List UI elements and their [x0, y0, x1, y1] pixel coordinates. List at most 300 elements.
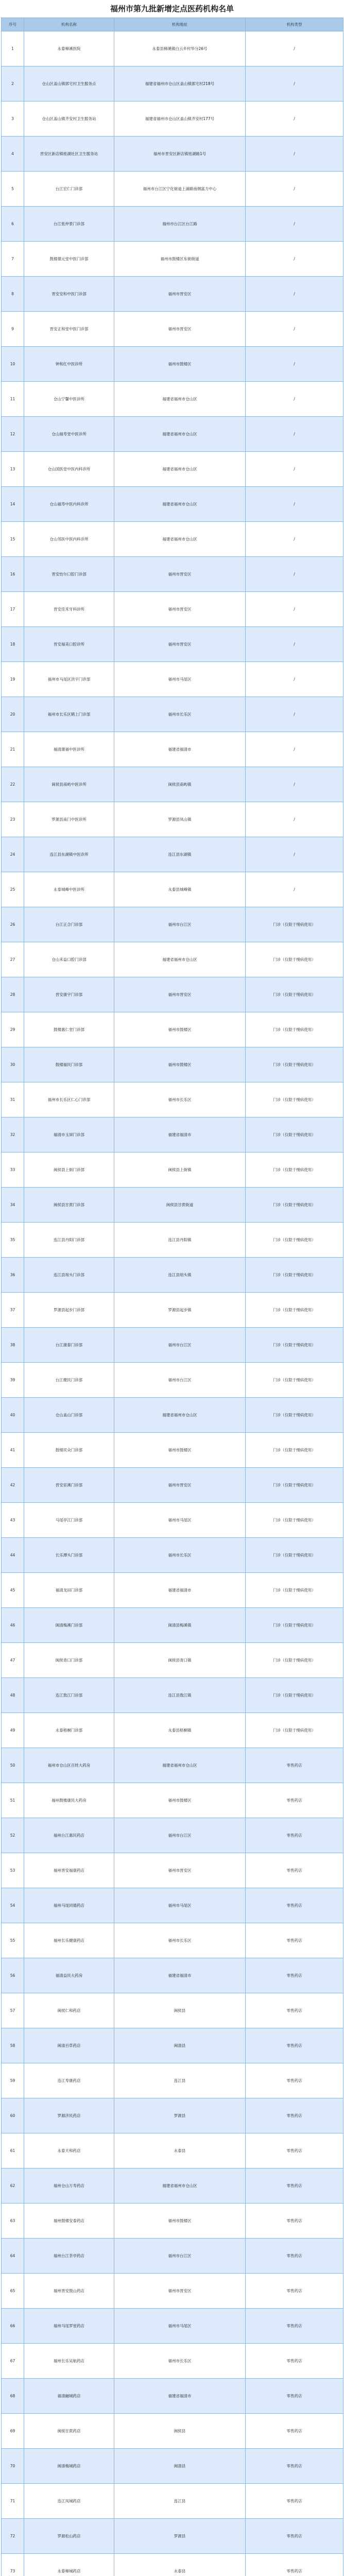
- cell-name: 福清融城药店: [24, 2379, 114, 2414]
- cell-type: /: [246, 347, 343, 382]
- cell-name: 闽侯青口门诊部: [24, 1643, 114, 1678]
- cell-seq: 56: [2, 1958, 24, 1993]
- cell-seq: 53: [2, 1853, 24, 1888]
- table-row: [2, 1117, 343, 1153]
- table-row: [2, 2028, 343, 2063]
- cell-seq: 57: [2, 1993, 24, 2028]
- cell-address: 连江县琯头镇: [114, 1258, 246, 1293]
- cell-name: 闽侯仁和药店: [24, 1993, 114, 2028]
- cell-address: 福州市长乐区: [114, 697, 246, 732]
- cell-address: 福州市台江区台江路: [114, 207, 246, 242]
- cell-type: 零售药店: [246, 2098, 343, 2133]
- cell-type: /: [246, 697, 343, 732]
- header-seq: 序号: [2, 18, 24, 31]
- table-row: [2, 1538, 343, 1573]
- cell-seq: 16: [2, 557, 24, 592]
- cell-type: 门诊（仅限于慢病使用）: [246, 1643, 343, 1678]
- cell-type: 零售药店: [246, 2204, 343, 2239]
- cell-name: 晋安怡尔口腔门诊部: [24, 557, 114, 592]
- cell-seq: 27: [2, 942, 24, 977]
- cell-name: 罗源县南门中医诊所: [24, 802, 114, 837]
- table-row: [2, 417, 343, 452]
- table-row: [2, 2379, 343, 2414]
- cell-seq: 20: [2, 697, 24, 732]
- cell-address: 福建省福清市: [114, 1117, 246, 1153]
- table-row: [2, 662, 343, 697]
- table-row: [2, 697, 343, 732]
- cell-name: 仓山盖山门诊部: [24, 1398, 114, 1433]
- cell-seq: 61: [2, 2133, 24, 2168]
- cell-address: 福建省福州市仓山区盖山镇齐安村177号: [114, 101, 246, 137]
- table-row: [2, 1748, 343, 1783]
- table-row: [2, 312, 343, 347]
- table-row: [2, 557, 343, 592]
- table-row: [2, 1047, 343, 1082]
- cell-seq: 28: [2, 977, 24, 1012]
- cell-seq: 40: [2, 1398, 24, 1433]
- cell-seq: 3: [2, 101, 24, 137]
- cell-seq: 35: [2, 1223, 24, 1258]
- cell-name: 仓山区盖山镇郭宅村卫生服务点: [24, 66, 114, 101]
- table-row: [2, 592, 343, 627]
- cell-seq: 50: [2, 1748, 24, 1783]
- table-row: [2, 2414, 343, 2449]
- table-row: [2, 2519, 343, 2554]
- table-row: [2, 1328, 343, 1363]
- cell-type: 门诊（仅限于慢病使用）: [246, 1503, 343, 1538]
- cell-name: 福州市长乐区仁心门诊部: [24, 1082, 114, 1117]
- cell-type: 门诊（仅限于慢病使用）: [246, 1082, 343, 1117]
- cell-type: 门诊（仅限于慢病使用）: [246, 1363, 343, 1398]
- cell-seq: 17: [2, 592, 24, 627]
- cell-seq: 29: [2, 1012, 24, 1047]
- cell-seq: 15: [2, 522, 24, 557]
- cell-type: /: [246, 101, 343, 137]
- cell-address: 福州市晋安区: [114, 627, 246, 662]
- cell-seq: 51: [2, 1783, 24, 1818]
- cell-name: 永泰樟溪医院: [24, 31, 114, 66]
- table-row: [2, 1153, 343, 1188]
- cell-name: 闽侯县上街门诊部: [24, 1153, 114, 1188]
- cell-type: 门诊（仅限于慢病使用）: [246, 1538, 343, 1573]
- cell-name: 福州鼓楼安泰药店: [24, 2204, 114, 2239]
- cell-type: 零售药店: [246, 2449, 343, 2484]
- cell-type: 零售药店: [246, 1958, 343, 1993]
- cell-name: 罗源松山药店: [24, 2519, 114, 2554]
- cell-type: 零售药店: [246, 2063, 343, 2098]
- cell-name: 闽侯县南屿中医诊所: [24, 767, 114, 802]
- cell-seq: 33: [2, 1153, 24, 1188]
- cell-name: 晋安佳禾牙科诊所: [24, 592, 114, 627]
- cell-type: /: [246, 137, 343, 172]
- cell-name: 福州市马尾区洪宇门诊部: [24, 662, 114, 697]
- cell-address: 福建省福州市仓山区: [114, 452, 246, 487]
- cell-address: 福州市晋安区: [114, 312, 246, 347]
- table-row: [2, 1678, 343, 1713]
- cell-type: /: [246, 802, 343, 837]
- cell-name: 台江正合门诊部: [24, 907, 114, 942]
- cell-type: /: [246, 452, 343, 487]
- table-row: [2, 977, 343, 1012]
- cell-seq: 60: [2, 2098, 24, 2133]
- cell-seq: 23: [2, 802, 24, 837]
- cell-address: 永泰县城峰镇: [114, 872, 246, 907]
- cell-seq: 39: [2, 1363, 24, 1398]
- cell-type: 零售药店: [246, 2133, 343, 2168]
- cell-type: /: [246, 487, 343, 522]
- cell-address: 福建省福州市仓山区: [114, 382, 246, 417]
- cell-address: 福建省福州市仓山区: [114, 1398, 246, 1433]
- cell-seq: 1: [2, 31, 24, 66]
- cell-name: 福州鼓楼康民大药房: [24, 1783, 114, 1818]
- cell-seq: 26: [2, 907, 24, 942]
- cell-address: 福州市马尾区: [114, 1503, 246, 1538]
- cell-address: 福建省福州市仓山区: [114, 2168, 246, 2204]
- cell-address: 福州市晋安区: [114, 2274, 246, 2309]
- cell-name: 鼓楼福民门诊部: [24, 1047, 114, 1082]
- table-row: [2, 627, 343, 662]
- cell-address: 福建省福清市: [114, 2379, 246, 2414]
- cell-type: 零售药店: [246, 1783, 343, 1818]
- cell-name: 鼓楼民众门诊部: [24, 1433, 114, 1468]
- table-header-row: [2, 18, 343, 31]
- table-row: [2, 942, 343, 977]
- cell-address: 闽侯县: [114, 1993, 246, 2028]
- cell-seq: 73: [2, 2554, 24, 2576]
- cell-address: 永泰县: [114, 2554, 246, 2576]
- cell-name: 仓山邻医中医内科诊所: [24, 522, 114, 557]
- cell-type: 门诊（仅限于慢病使用）: [246, 1398, 343, 1433]
- cell-address: 福州市鼓楼区: [114, 1047, 246, 1082]
- table-row: [2, 2168, 343, 2204]
- cell-seq: 38: [2, 1328, 24, 1363]
- table-row: [2, 1363, 343, 1398]
- cell-name: 罗源济民药店: [24, 2098, 114, 2133]
- cell-address: 福建省福州市仓山区: [114, 1748, 246, 1783]
- cell-address: 闽侯县甘蔗街道: [114, 1188, 246, 1223]
- cell-seq: 9: [2, 312, 24, 347]
- cell-address: 福州市马尾区: [114, 662, 246, 697]
- cell-name: 台江健民门诊部: [24, 1363, 114, 1398]
- cell-type: 门诊（仅限于慢病使用）: [246, 1328, 343, 1363]
- cell-name: 晋安康宇门诊部: [24, 977, 114, 1012]
- cell-seq: 32: [2, 1117, 24, 1153]
- cell-type: /: [246, 172, 343, 207]
- table-row: [2, 732, 343, 767]
- cell-name: 罗源县起步门诊部: [24, 1293, 114, 1328]
- cell-name: 连江县琯头门诊部: [24, 1258, 114, 1293]
- table-row: [2, 1082, 343, 1117]
- cell-seq: 48: [2, 1678, 24, 1713]
- cell-type: 门诊（仅限于慢病使用）: [246, 977, 343, 1012]
- table-row: [2, 1012, 343, 1047]
- institution-table: [1, 18, 343, 2576]
- cell-address: 福州市晋安区: [114, 977, 246, 1012]
- cell-name: 钟和红中医诊所: [24, 347, 114, 382]
- table-row: [2, 872, 343, 907]
- cell-type: 零售药店: [246, 2344, 343, 2379]
- cell-type: 门诊（仅限于慢病使用）: [246, 1608, 343, 1643]
- cell-name: 晋安正和堂中医门诊部: [24, 312, 114, 347]
- table-row: [2, 802, 343, 837]
- cell-address: 福州市马尾区: [114, 2309, 246, 2344]
- cell-type: /: [246, 557, 343, 592]
- cell-type: 零售药店: [246, 2239, 343, 2274]
- table-row: [2, 2063, 343, 2098]
- cell-name: 仓山禾益口腔门诊部: [24, 942, 114, 977]
- cell-address: 福州市鼓楼区: [114, 1012, 246, 1047]
- cell-type: 门诊（仅限于慢病使用）: [246, 942, 343, 977]
- cell-type: /: [246, 417, 343, 452]
- cell-name: 连江敖江门诊部: [24, 1678, 114, 1713]
- cell-type: 零售药店: [246, 1853, 343, 1888]
- cell-name: 晋安区新店镇桂湖社区卫生服务站: [24, 137, 114, 172]
- cell-address: 罗源县: [114, 2519, 246, 2554]
- cell-seq: 18: [2, 627, 24, 662]
- cell-type: 零售药店: [246, 2554, 343, 2576]
- cell-address: 福州市长乐区: [114, 1538, 246, 1573]
- cell-address: 永泰县: [114, 2133, 246, 2168]
- table-row: [2, 487, 343, 522]
- cell-name: 福清康福中医诊所: [24, 732, 114, 767]
- cell-address: 福州市长乐区: [114, 1923, 246, 1958]
- cell-name: 连江寿康药店: [24, 2063, 114, 2098]
- cell-type: /: [246, 767, 343, 802]
- cell-name: 福州长乐吴航药店: [24, 2344, 114, 2379]
- cell-name: 闽清梅城药店: [24, 2449, 114, 2484]
- cell-address: 福州市晋安区: [114, 277, 246, 312]
- cell-address: 福州市晋安区: [114, 1853, 246, 1888]
- table-row: [2, 2309, 343, 2344]
- cell-address: 福州市鼓楼区: [114, 347, 246, 382]
- cell-seq: 4: [2, 137, 24, 172]
- cell-name: 台江康泰门诊部: [24, 1328, 114, 1363]
- table-row: [2, 2484, 343, 2519]
- cell-seq: 66: [2, 2309, 24, 2344]
- cell-seq: 21: [2, 732, 24, 767]
- cell-type: 门诊（仅限于慢病使用）: [246, 1047, 343, 1082]
- cell-address: 福建省福州市仓山区: [114, 487, 246, 522]
- cell-name: 台江张仲景门诊部: [24, 207, 114, 242]
- table-row: [2, 2133, 343, 2168]
- cell-seq: 8: [2, 277, 24, 312]
- cell-seq: 30: [2, 1047, 24, 1082]
- cell-type: /: [246, 732, 343, 767]
- cell-name: 连江凤城药店: [24, 2484, 114, 2519]
- table-row: [2, 172, 343, 207]
- cell-name: 闽侯县甘蔗门诊部: [24, 1188, 114, 1223]
- cell-address: 罗源县凤山镇: [114, 802, 246, 837]
- cell-name: 永泰天和药店: [24, 2133, 114, 2168]
- cell-name: 福州台江惠民药店: [24, 1818, 114, 1853]
- cell-address: 福建省福州市仓山区: [114, 417, 246, 452]
- cell-seq: 65: [2, 2274, 24, 2309]
- cell-name: 福清龙田门诊部: [24, 1573, 114, 1608]
- cell-name: 福州台江茶亭药店: [24, 2239, 114, 2274]
- cell-seq: 63: [2, 2204, 24, 2239]
- cell-name: 晋安安和中医门诊部: [24, 277, 114, 312]
- table-row: [2, 1818, 343, 1853]
- cell-name: 福清益民大药房: [24, 1958, 114, 1993]
- cell-name: 永泰樟城药店: [24, 2554, 114, 2576]
- table-row: [2, 1398, 343, 1433]
- cell-name: 仓山福寿堂中医诊所: [24, 417, 114, 452]
- cell-type: 门诊（仅限于慢病使用）: [246, 1258, 343, 1293]
- cell-type: 零售药店: [246, 1818, 343, 1853]
- cell-seq: 6: [2, 207, 24, 242]
- cell-name: 鼓楼德元堂中医门诊部: [24, 242, 114, 277]
- table-row: [2, 1853, 343, 1888]
- cell-name: 福州长乐健康药店: [24, 1923, 114, 1958]
- cell-type: 零售药店: [246, 1993, 343, 2028]
- cell-name: 福州晋安福康药店: [24, 1853, 114, 1888]
- table-row: [2, 522, 343, 557]
- cell-name: 福州马尾同德药店: [24, 1888, 114, 1923]
- table-row: [2, 1713, 343, 1748]
- cell-seq: 54: [2, 1888, 24, 1923]
- table-row: [2, 1468, 343, 1503]
- cell-type: 门诊（仅限于慢病使用）: [246, 907, 343, 942]
- cell-address: 福建省福清市: [114, 732, 246, 767]
- cell-seq: 7: [2, 242, 24, 277]
- cell-address: 福州市台江区: [114, 1328, 246, 1363]
- cell-address: 永泰县樟溪镇白云乡村华分26号: [114, 31, 246, 66]
- page-title: 福州市第九批新增定点医药机构名单: [110, 4, 234, 13]
- cell-address: 福州市台江区: [114, 1818, 246, 1853]
- table-row: [2, 2274, 343, 2309]
- cell-address: 福州市鼓楼区: [114, 1783, 246, 1818]
- header-type: 机构类型: [246, 18, 343, 31]
- table-row: [2, 2554, 343, 2576]
- cell-address: 连江县丹阳镇: [114, 1223, 246, 1258]
- cell-name: 福州仓山万寿药店: [24, 2168, 114, 2204]
- cell-address: 福州市晋安区: [114, 592, 246, 627]
- cell-address: 闽清县: [114, 2028, 246, 2063]
- cell-address: 闽侯县南屿镇: [114, 767, 246, 802]
- cell-name: 福州市仓山区百姓大药房: [24, 1748, 114, 1783]
- cell-type: 门诊（仅限于慢病使用）: [246, 1117, 343, 1153]
- cell-seq: 70: [2, 2449, 24, 2484]
- cell-type: 门诊（仅限于慢病使用）: [246, 1153, 343, 1188]
- cell-type: 零售药店: [246, 1923, 343, 1958]
- cell-name: 福州马尾罗星药店: [24, 2309, 114, 2344]
- cell-address: 闽侯县: [114, 2414, 246, 2449]
- cell-address: 连江县: [114, 2063, 246, 2098]
- cell-seq: 5: [2, 172, 24, 207]
- cell-name: 福州市长乐区鹤上门诊部: [24, 697, 114, 732]
- cell-type: 门诊（仅限于慢病使用）: [246, 1468, 343, 1503]
- table-row: [2, 1433, 343, 1468]
- cell-name: 闽清百草药店: [24, 2028, 114, 2063]
- cell-type: 门诊（仅限于慢病使用）: [246, 1188, 343, 1223]
- cell-name: 仓山国医堂中医内科诊所: [24, 452, 114, 487]
- table-row: [2, 2344, 343, 2379]
- cell-seq: 2: [2, 66, 24, 101]
- table-row: [2, 382, 343, 417]
- cell-seq: 14: [2, 487, 24, 522]
- cell-name: 鼓楼惠仁堂门诊部: [24, 1012, 114, 1047]
- cell-name: 仓山区盖山镇齐安村卫生服务站: [24, 101, 114, 137]
- cell-name: 仓山宁馨中医诊所: [24, 382, 114, 417]
- cell-type: /: [246, 522, 343, 557]
- cell-seq: 43: [2, 1503, 24, 1538]
- cell-name: 台江宏仁门诊部: [24, 172, 114, 207]
- cell-address: 福州市台江区宁化街道上浦路南侧富力中心: [114, 172, 246, 207]
- cell-type: /: [246, 31, 343, 66]
- cell-address: 闽侯县青口镇: [114, 1643, 246, 1678]
- cell-name: 长乐潭头门诊部: [24, 1538, 114, 1573]
- cell-type: /: [246, 872, 343, 907]
- cell-seq: 52: [2, 1818, 24, 1853]
- cell-seq: 31: [2, 1082, 24, 1117]
- cell-seq: 25: [2, 872, 24, 907]
- cell-type: /: [246, 662, 343, 697]
- table-row: [2, 1223, 343, 1258]
- cell-address: 福州市台江区: [114, 907, 246, 942]
- table-row: [2, 1573, 343, 1608]
- cell-name: 闽清梅溪门诊部: [24, 1608, 114, 1643]
- cell-name: 福州晋安鼓山药店: [24, 2274, 114, 2309]
- cell-type: 门诊（仅限于慢病使用）: [246, 1223, 343, 1258]
- table-row: [2, 1293, 343, 1328]
- table-row: [2, 1258, 343, 1293]
- table-row: [2, 2204, 343, 2239]
- table-row: [2, 1188, 343, 1223]
- cell-type: 门诊（仅限于慢病使用）: [246, 1433, 343, 1468]
- cell-seq: 59: [2, 2063, 24, 2098]
- cell-seq: 36: [2, 1258, 24, 1293]
- cell-seq: 41: [2, 1433, 24, 1468]
- table-row: [2, 66, 343, 101]
- cell-type: 零售药店: [246, 2168, 343, 2204]
- table-row: [2, 242, 343, 277]
- cell-seq: 24: [2, 837, 24, 872]
- cell-address: 福建省福州市仓山区: [114, 522, 246, 557]
- cell-seq: 45: [2, 1573, 24, 1608]
- cell-type: /: [246, 627, 343, 662]
- cell-seq: 58: [2, 2028, 24, 2063]
- cell-type: 门诊（仅限于慢病使用）: [246, 1678, 343, 1713]
- table-row: [2, 1888, 343, 1923]
- cell-address: 福建省福清市: [114, 1958, 246, 1993]
- cell-address: 福州市台江区: [114, 2239, 246, 2274]
- cell-seq: 12: [2, 417, 24, 452]
- cell-seq: 19: [2, 662, 24, 697]
- cell-seq: 42: [2, 1468, 24, 1503]
- cell-address: 福州市长乐区: [114, 1082, 246, 1117]
- cell-seq: 13: [2, 452, 24, 487]
- cell-address: 福州市晋安区: [114, 1468, 246, 1503]
- cell-address: 罗源县: [114, 2098, 246, 2133]
- header-name: 机构名称: [24, 18, 114, 31]
- cell-type: /: [246, 592, 343, 627]
- cell-address: 连江县敖江镇: [114, 1678, 246, 1713]
- cell-seq: 34: [2, 1188, 24, 1223]
- cell-address: 福州市晋安区新店镇桂湖路1号: [114, 137, 246, 172]
- table-row: [2, 837, 343, 872]
- cell-address: 闽清县: [114, 2449, 246, 2484]
- cell-address: 福州市鼓楼区东街街道: [114, 242, 246, 277]
- cell-address: 福州市长乐区: [114, 2344, 246, 2379]
- cell-type: 门诊（仅限于慢病使用）: [246, 1573, 343, 1608]
- cell-type: /: [246, 207, 343, 242]
- cell-type: /: [246, 277, 343, 312]
- cell-name: 闽侯甘蔗药店: [24, 2414, 114, 2449]
- cell-type: 门诊（仅限于慢病使用）: [246, 1293, 343, 1328]
- cell-name: 晋安福美口腔诊所: [24, 627, 114, 662]
- table-row: [2, 2098, 343, 2133]
- cell-address: 福州市马尾区: [114, 1888, 246, 1923]
